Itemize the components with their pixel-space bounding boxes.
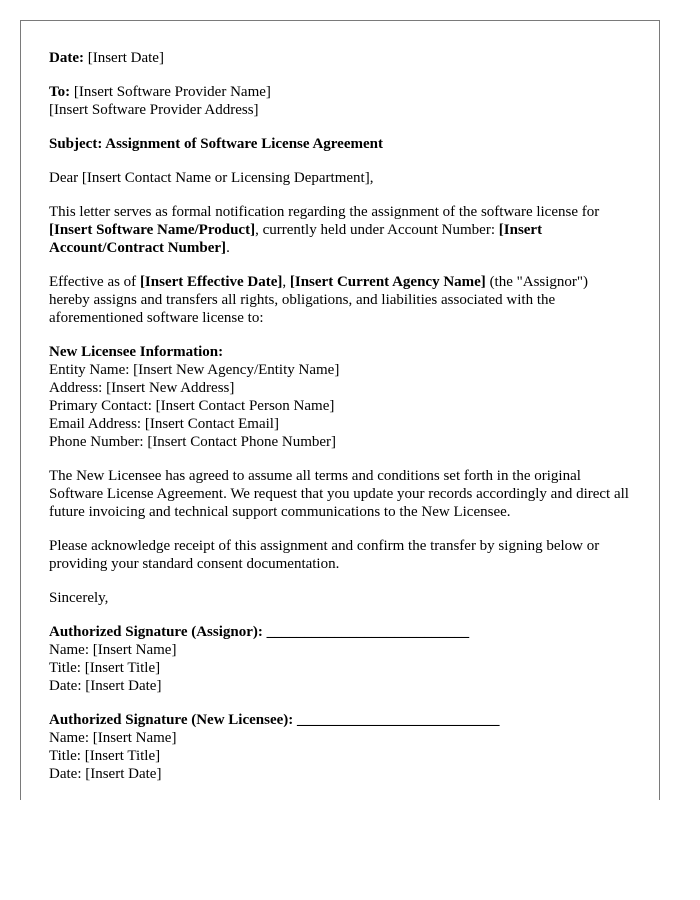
letter-body xyxy=(49,49,629,799)
assignor-title: Title: [Insert Title] xyxy=(49,660,161,676)
new-licensee-phone: Phone Number: [Insert Contact Phone Number] xyxy=(49,434,337,450)
licensee-date: Date: [Insert Date] xyxy=(49,766,162,782)
paragraph-terms: The New Licensee has agreed to assume all terms and conditions set forth in the original Software License Agreement. We request that you update your records accordingly and direct all future invoicing and technical support communications to the New Licensee. xyxy=(49,468,629,520)
p1-text-e: . xyxy=(226,240,230,256)
date-value: [Insert Date] xyxy=(83,50,164,66)
recipient-name: [Insert Software Provider Name] xyxy=(70,84,271,100)
subject: Subject: Assignment of Software License Agreement xyxy=(49,136,383,152)
date-label: Date: xyxy=(49,50,84,66)
p1-text-a: This letter serves as formal notification regarding the assignment of the software license for xyxy=(49,204,600,220)
recipient-name-line xyxy=(49,83,629,101)
paragraph-notification xyxy=(49,203,629,257)
salutation: Dear [Insert Contact Name or Licensing Department], xyxy=(49,170,374,186)
p2-agency-name: [Insert Current Agency Name] xyxy=(289,274,486,290)
assignor-name: Name: [Insert Name] xyxy=(49,642,177,658)
p1-text-c: , currently held under Account Number: xyxy=(255,222,499,238)
p1-account-number: [Insert Account/Contract Number] xyxy=(49,222,543,256)
assignor-signature-block xyxy=(49,623,629,695)
licensee-name: Name: [Insert Name] xyxy=(49,730,177,746)
new-licensee-heading: New Licensee Information: xyxy=(49,344,224,360)
subject-line xyxy=(49,135,629,153)
licensee-signature-label: Authorized Signature (New Licensee): ___________________________ xyxy=(49,712,500,728)
paragraph-effective xyxy=(49,273,629,327)
p2-text-e: (the "Assignor") hereby assigns and transfers all rights, obligations, and liabilities associated with the aforementioned software license to: xyxy=(49,274,589,326)
assignor-signature-label: Authorized Signature (Assignor): ___________________________ xyxy=(49,624,470,640)
p2-text-c: , xyxy=(282,274,290,290)
assignor-date: Date: [Insert Date] xyxy=(49,678,162,694)
date-line xyxy=(49,49,629,67)
paragraph-acknowledge: Please acknowledge receipt of this assignment and confirm the transfer by signing below or providing your standard consent documentation. xyxy=(49,538,600,572)
p2-effective-date: [Insert Effective Date] xyxy=(139,274,283,290)
new-licensee-entity: Entity Name: [Insert New Agency/Entity Name] xyxy=(49,362,340,378)
p1-software-name: [Insert Software Name/Product] xyxy=(49,222,256,238)
licensee-signature-block xyxy=(49,711,629,783)
new-licensee-address: Address: [Insert New Address] xyxy=(49,380,235,396)
p2-text-a: Effective as of xyxy=(49,274,140,290)
recipient-address: [Insert Software Provider Address] xyxy=(49,102,259,118)
letter-page xyxy=(20,20,660,800)
new-licensee-block xyxy=(49,343,629,451)
new-licensee-contact: Primary Contact: [Insert Contact Person Name] xyxy=(49,398,335,414)
closing: Sincerely, xyxy=(49,590,109,606)
licensee-title: Title: [Insert Title] xyxy=(49,748,161,764)
to-label: To: xyxy=(49,84,71,100)
new-licensee-email: Email Address: [Insert Contact Email] xyxy=(49,416,279,432)
recipient-block xyxy=(49,83,629,119)
